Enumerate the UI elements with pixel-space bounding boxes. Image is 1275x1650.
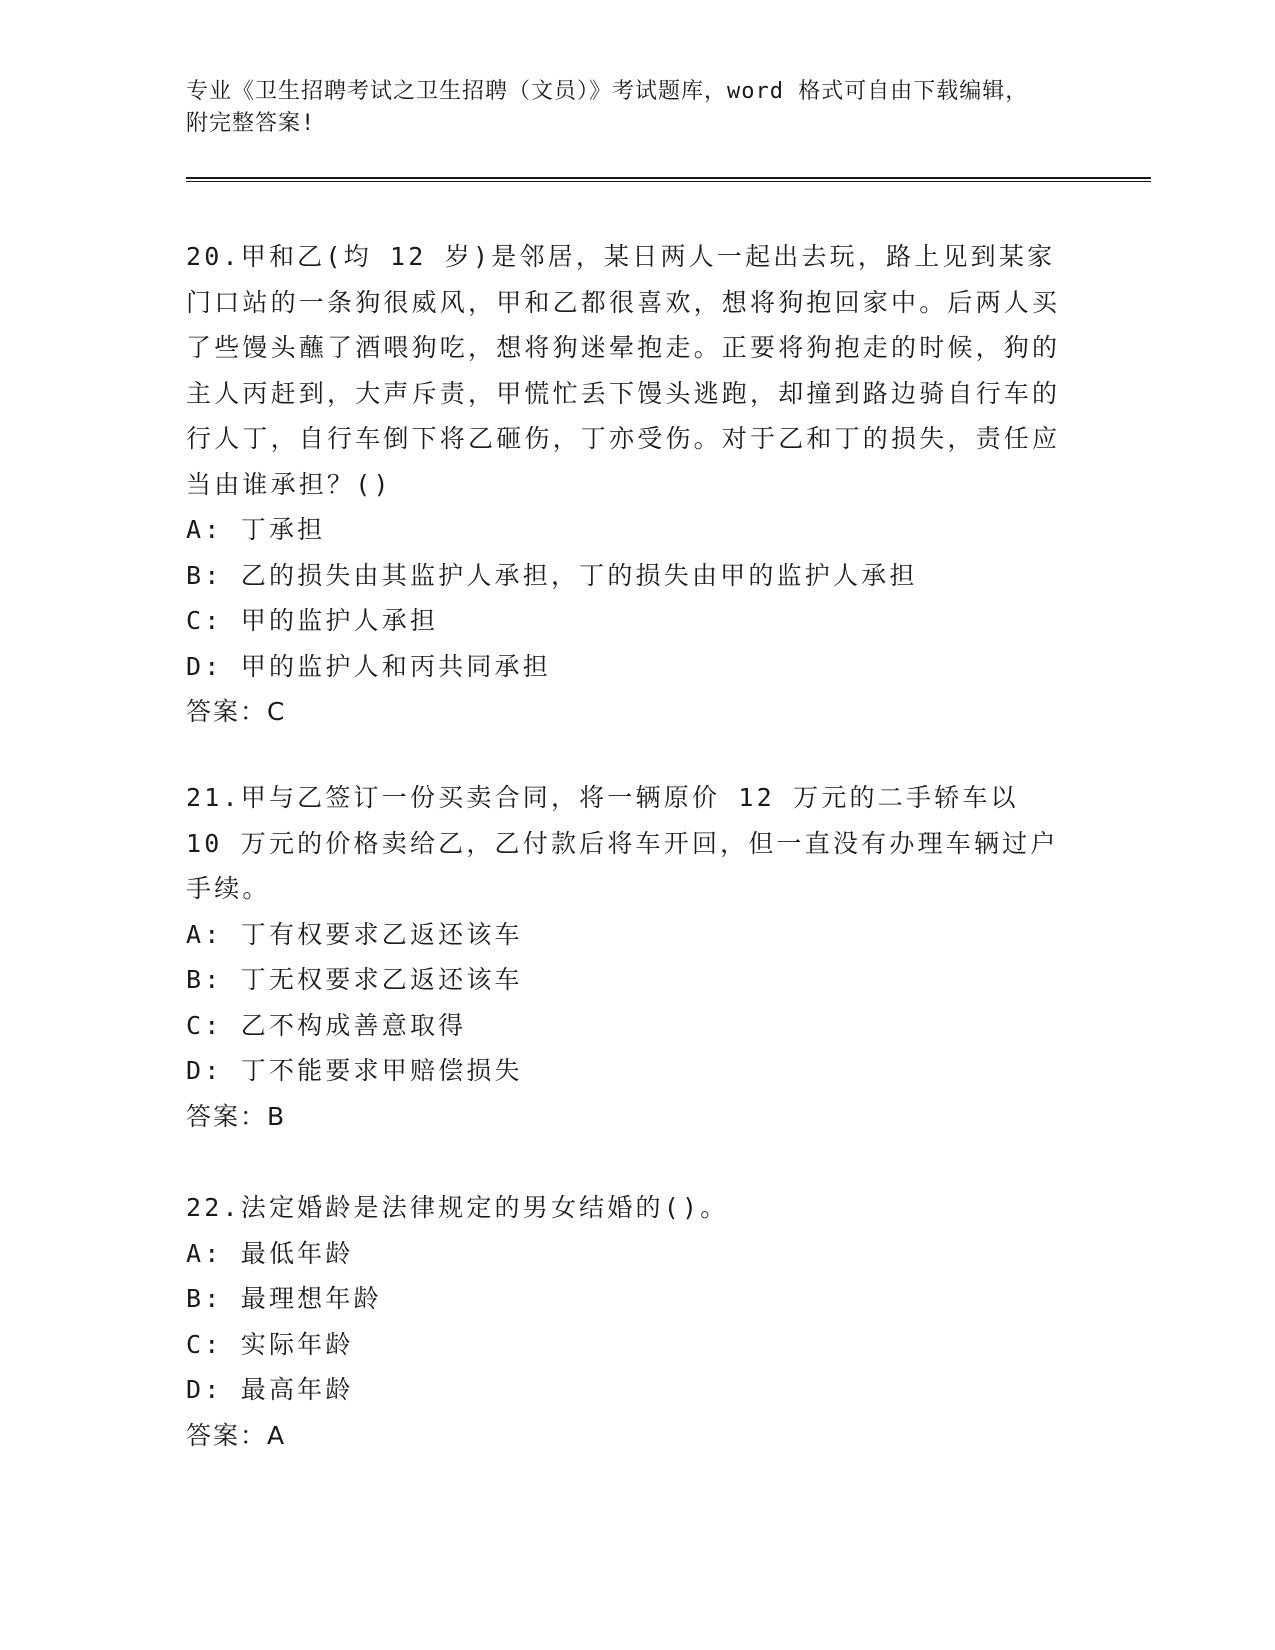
header-divider — [186, 177, 1151, 182]
question-22 — [186, 1185, 1066, 1458]
question-20 — [186, 234, 1066, 735]
answer: 答案：B — [186, 1101, 287, 1131]
answer: 答案：A — [186, 1420, 287, 1450]
question-21 — [186, 775, 1066, 1139]
option-a: A: 丁承担 — [186, 515, 326, 544]
option-d: D: 丁不能要求甲赔偿损失 — [186, 1056, 523, 1085]
option-a: A: 最低年龄 — [186, 1238, 354, 1268]
option-b: B: 乙的损失由其监护人承担，丁的损失由甲的监护人承担 — [186, 560, 918, 590]
document-header: 专业《卫生招聘考试之卫生招聘（文员）》考试题库，word 格式可自由下载编辑，附完整答案! — [186, 79, 1029, 136]
question-stem: 21.甲与乙签订一份买卖合同，将一辆原价 12 万元的二手轿车以 10 万元的价格卖给乙，乙付款后将车开回，但一直没有办理车辆过户手续。 — [186, 783, 1059, 903]
answer: 答案：C — [186, 697, 287, 726]
question-stem: 20.甲和乙(均 12 岁)是邻居，某日两人一起出去玩，路上见到某家门口站的一条狗很威风，甲和乙都很喜欢，想将狗抱回家中。后两人买了些馒头蘸了酒喂狗吃，想将狗迷晕抱走。正要将狗抱走的时候，狗的主人丙赶到，大声斥责，甲慌忙丢下馒头逃跑，却撞到路边骑自行车的行人丁，自行车倒下将乙砸伤，丁亦受伤。对于乙和丁的损失，责任应当由谁承担？() — [186, 242, 1061, 499]
option-d: D: 最高年龄 — [186, 1375, 354, 1404]
option-d: D: 甲的监护人和丙共同承担 — [186, 651, 551, 681]
option-c: C: 乙不构成善意取得 — [186, 1010, 467, 1040]
option-a: A: 丁有权要求乙返还该车 — [186, 919, 523, 949]
option-b: B: 最理想年龄 — [186, 1284, 382, 1313]
question-stem: 22.法定婚龄是法律规定的男女结婚的()。 — [186, 1193, 729, 1222]
option-c: C: 实际年龄 — [186, 1329, 354, 1359]
option-c: C: 甲的监护人承担 — [186, 606, 439, 635]
option-b: B: 丁无权要求乙返还该车 — [186, 965, 523, 994]
